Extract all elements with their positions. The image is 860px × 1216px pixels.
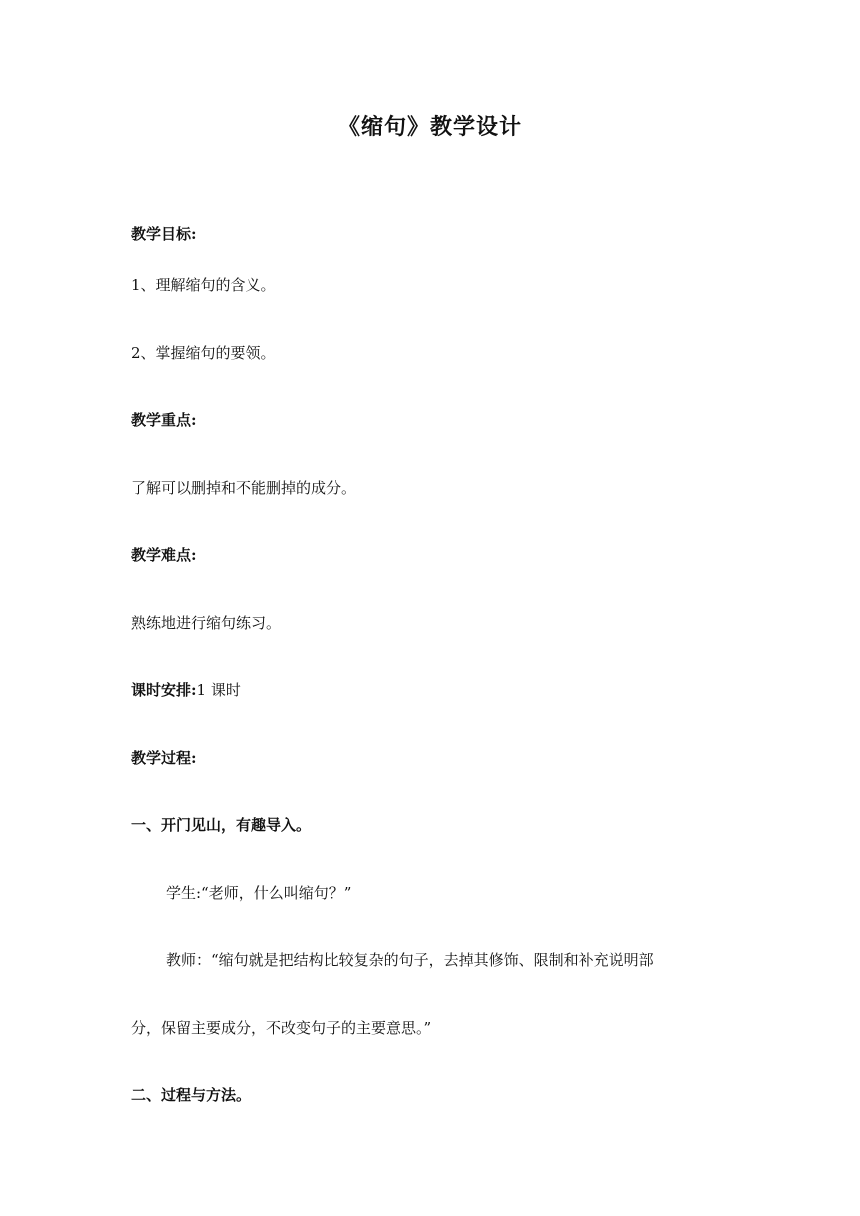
difficulties-heading: 教学难点:: [131, 546, 197, 564]
section-1-heading: 一、开门见山，有趣导入。: [131, 816, 312, 834]
teacher-dialogue-line-1: 教师：“缩句就是把结构比较复杂的句子，去掉其修饰、限制和补充说明部: [166, 951, 654, 969]
document-title: 《缩句》教学设计: [337, 114, 522, 140]
key-points-heading: 教学重点:: [131, 411, 197, 429]
objective-item-1: 1、理解缩句的含义。: [131, 276, 276, 294]
objectives-heading: 教学目标:: [131, 225, 197, 243]
objective-item-2: 2、掌握缩句的要领。: [131, 344, 276, 362]
schedule-value: 1 课时: [196, 681, 241, 699]
section-2-heading: 二、过程与方法。: [131, 1086, 252, 1104]
difficulties-text: 熟练地进行缩句练习。: [131, 614, 282, 632]
teacher-dialogue-line-2: 分，保留主要成分，不改变句子的主要意思。”: [131, 1019, 432, 1037]
schedule-heading: 课时安排:: [131, 681, 197, 699]
key-points-text: 了解可以删掉和不能删掉的成分。: [131, 479, 357, 497]
student-dialogue: 学生:“老师，什么叫缩句？”: [166, 884, 352, 902]
schedule-line: [131, 679, 241, 701]
process-heading: 教学过程:: [131, 749, 197, 767]
